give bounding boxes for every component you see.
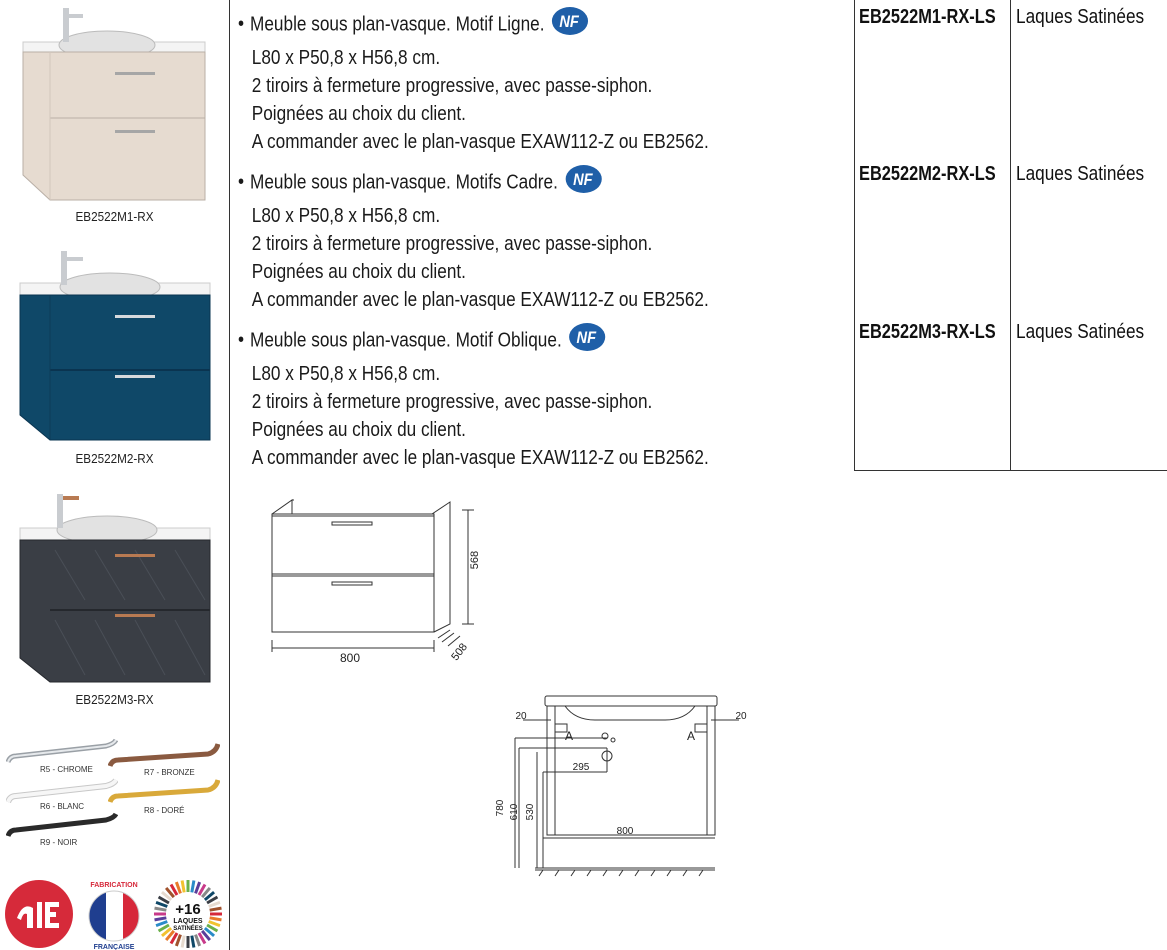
- section-marker: A: [687, 729, 696, 743]
- reference-code: EB2522M3-RX-LS: [859, 321, 996, 343]
- description-line: L80 x P50,8 x H56,8 cm.: [251, 363, 441, 385]
- handle-label: R7 - BRONZE: [144, 768, 195, 777]
- badge-ray: [156, 902, 167, 906]
- dimension-610: 610: [509, 803, 520, 821]
- badge-ray: [155, 908, 167, 910]
- finish-label: Laques Satinées: [1016, 6, 1145, 28]
- description-line: Meuble sous plan-vasque. Motif Ligne.: [250, 13, 545, 36]
- badge-ray: [182, 936, 184, 948]
- badge-text: LAQUES: [173, 918, 203, 925]
- dimension-780: 780: [495, 799, 506, 817]
- finish-label: Laques Satinées: [1016, 163, 1145, 185]
- description-line: Poignées au choix du client.: [251, 103, 466, 125]
- svg-text:NF: NF: [559, 13, 580, 32]
- svg-text:NF: NF: [573, 171, 593, 190]
- section-marker: A: [565, 729, 574, 743]
- soft-close-badge-icon: [3, 878, 75, 950]
- dimension-siphon: 295: [572, 762, 590, 773]
- description-line: 2 tiroirs à fermeture progressive, avec passe-siphon.: [251, 233, 653, 255]
- handle-chrome: [6, 738, 118, 768]
- lacquer-count-badge-icon: [152, 878, 224, 950]
- description-line: L80 x P50,8 x H56,8 cm.: [251, 205, 441, 227]
- product-image-m2: [15, 245, 215, 445]
- table-divider: [1010, 0, 1011, 470]
- nf-certification-icon: [569, 322, 607, 360]
- finish-label: Laques Satinées: [1016, 321, 1145, 343]
- description-line: Poignées au choix du client.: [251, 261, 466, 283]
- description-line: Meuble sous plan-vasque. Motif Oblique.: [250, 329, 562, 352]
- badge-text: FRANÇAISE: [93, 944, 135, 950]
- badge-ray: [210, 908, 222, 910]
- description-line: Meuble sous plan-vasque. Motifs Cadre.: [250, 171, 558, 194]
- dimension-530: 530: [525, 803, 536, 821]
- product-image-m3: [15, 490, 215, 685]
- product-image-column: [0, 0, 230, 950]
- reference-code: EB2522M1-RX-LS: [859, 6, 996, 28]
- badge-text: FABRICATION: [90, 882, 138, 889]
- handle-label: R5 - CHROME: [40, 765, 93, 774]
- dimension-left-margin: 20: [515, 711, 527, 722]
- description-line: A commander avec le plan-vasque EXAW112-Z ou EB2562.: [251, 131, 709, 153]
- handle-gold: [108, 778, 220, 808]
- badge-ray: [196, 882, 200, 893]
- cabinet-front-drawing: [262, 492, 492, 672]
- dimension-height: 568: [469, 550, 481, 570]
- badge-ray: [156, 922, 167, 926]
- cabinet-section-drawing: [495, 690, 765, 885]
- french-made-badge-icon: [80, 878, 148, 950]
- dimension-depth: 508: [449, 641, 471, 664]
- badge-ray: [196, 935, 200, 946]
- badge-ray: [155, 918, 167, 920]
- handle-label: R6 - BLANC: [40, 802, 85, 811]
- badge-text: +16: [175, 901, 201, 918]
- badge-text: SATINÉES: [173, 926, 203, 932]
- handle-label: R9 - NOIR: [40, 838, 78, 847]
- product-image-m1: [15, 0, 215, 205]
- description-line: Poignées au choix du client.: [251, 419, 466, 441]
- nf-certification-icon: [551, 6, 589, 44]
- badge-ray: [176, 882, 180, 893]
- badge-ray: [210, 918, 222, 920]
- badge-ray: [192, 881, 194, 893]
- reference-table: [854, 0, 1167, 471]
- description-line: L80 x P50,8 x H56,8 cm.: [251, 47, 441, 69]
- dimension-right-margin: 20: [735, 711, 747, 722]
- product-description: • Meuble sous plan-vasque. Motif Oblique. NF L80 x P50,8 x H56,8 cm. 2 tiroirs à fermeture progressive, avec passe-siphon. Poignées au choix du client. A commander avec le plan-vasque EXAW112-Z ou EB2562.: [238, 322, 785, 472]
- product-label: EB2522M2-RX: [75, 451, 154, 466]
- badge-ray: [182, 881, 184, 893]
- dimension-width: 800: [339, 651, 361, 665]
- description-line: 2 tiroirs à fermeture progressive, avec passe-siphon.: [251, 75, 653, 97]
- description-line: A commander avec le plan-vasque EXAW112-Z ou EB2562.: [251, 289, 709, 311]
- svg-text:NF: NF: [576, 329, 597, 348]
- nf-certification-icon: [565, 164, 603, 202]
- badge-ray: [176, 935, 180, 946]
- product-label: EB2522M1-RX: [75, 209, 154, 224]
- badge-ray: [192, 936, 194, 948]
- dimension-width: 800: [616, 826, 634, 837]
- handle-label: R8 - DORÉ: [144, 806, 185, 815]
- badge-ray: [209, 902, 220, 906]
- description-line: 2 tiroirs à fermeture progressive, avec passe-siphon.: [251, 391, 653, 413]
- description-line: A commander avec le plan-vasque EXAW112-Z ou EB2562.: [251, 447, 709, 469]
- product-description: • Meuble sous plan-vasque. Motifs Cadre. NF L80 x P50,8 x H56,8 cm. 2 tiroirs à fermeture progressive, avec passe-siphon. Poignées au choix du client. A commander avec le plan-vasque EXAW112-Z ou EB2562.: [238, 164, 785, 314]
- product-description: • Meuble sous plan-vasque. Motif Ligne. NF L80 x P50,8 x H56,8 cm. 2 tiroirs à fermeture progressive, avec passe-siphon. Poignées au choix du client. A commander avec le plan-vasque EXAW112-Z ou EB2562.: [238, 6, 785, 156]
- product-label: EB2522M3-RX: [75, 692, 154, 707]
- badge-ray: [209, 922, 220, 926]
- reference-code: EB2522M2-RX-LS: [859, 163, 996, 185]
